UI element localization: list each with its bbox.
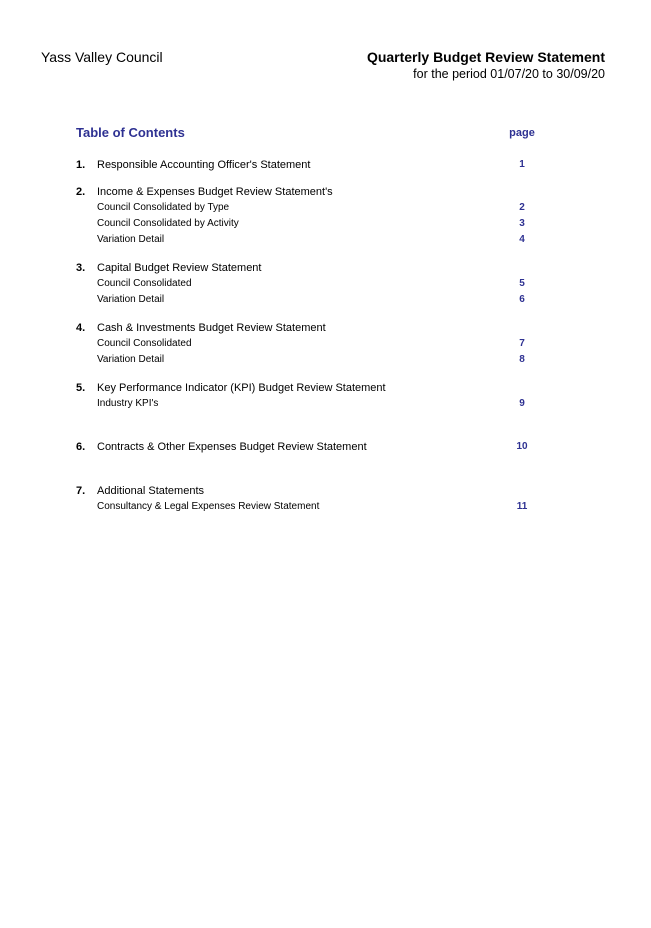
- section-title: Contracts & Other Expenses Budget Review Statement: [97, 441, 367, 453]
- section-number: 7.: [76, 485, 86, 497]
- toc-section-2: [0, 184, 651, 200]
- section-number: 5.: [76, 382, 86, 394]
- council-name: Yass Valley Council: [41, 49, 163, 65]
- toc-item[interactable]: [0, 292, 651, 308]
- toc-section-5: [0, 380, 651, 396]
- page-number: 5: [519, 278, 525, 289]
- report-title: Quarterly Budget Review Statement: [366, 49, 605, 65]
- section-title: Responsible Accounting Officer's Statement: [97, 159, 311, 171]
- item-title: Variation Detail: [97, 294, 165, 305]
- section-title: Capital Budget Review Statement: [97, 262, 262, 274]
- page-number: 9: [519, 398, 525, 409]
- page-number: 10: [516, 441, 528, 452]
- toc-section-7: [0, 483, 651, 499]
- item-title: Consultancy & Legal Expenses Review Statement: [97, 501, 320, 512]
- section-number: 3.: [76, 262, 86, 274]
- page-number: 11: [516, 501, 528, 512]
- item-title: Variation Detail: [97, 354, 165, 365]
- toc-item[interactable]: [0, 216, 651, 232]
- section-title: Income & Expenses Budget Review Statement's: [97, 186, 333, 198]
- item-title: Council Consolidated: [97, 338, 192, 349]
- toc-heading: Table of Contents: [76, 125, 185, 140]
- item-title: Variation Detail: [97, 234, 165, 245]
- toc-item[interactable]: [0, 336, 651, 352]
- section-number: 1.: [76, 159, 86, 171]
- report-header: [367, 49, 605, 83]
- page-number: 8: [519, 354, 525, 365]
- section-number: 4.: [76, 322, 86, 334]
- toc-section-4: [0, 320, 651, 336]
- section-number: 6.: [76, 441, 86, 453]
- section-number: 2.: [76, 186, 86, 198]
- section-title: Cash & Investments Budget Review Statement: [97, 322, 326, 334]
- item-title: Council Consolidated by Activity: [97, 218, 239, 229]
- item-title: Industry KPI's: [97, 398, 159, 409]
- page-number: 7: [519, 338, 525, 349]
- toc-section-1[interactable]: [0, 157, 651, 173]
- toc-item[interactable]: [0, 396, 651, 412]
- page-number: 4: [519, 234, 525, 245]
- toc-item[interactable]: [0, 232, 651, 248]
- item-title: Council Consolidated by Type: [97, 202, 230, 213]
- report-period: for the period 01/07/20 to 30/09/20: [413, 67, 605, 81]
- toc-section-6[interactable]: [0, 439, 651, 455]
- toc-item[interactable]: [0, 276, 651, 292]
- page-column-heading: page: [509, 127, 535, 139]
- section-title: Key Performance Indicator (KPI) Budget Review Statement: [97, 382, 386, 394]
- toc-item[interactable]: [0, 499, 651, 515]
- toc-item[interactable]: [0, 200, 651, 216]
- item-title: Council Consolidated: [97, 278, 192, 289]
- toc-item[interactable]: [0, 352, 651, 368]
- page-number: 1: [519, 159, 525, 170]
- section-title: Additional Statements: [97, 485, 205, 497]
- toc-section-3: [0, 260, 651, 276]
- page-number: 3: [519, 218, 525, 229]
- page-number: 6: [519, 294, 525, 305]
- page-number: 2: [519, 202, 525, 213]
